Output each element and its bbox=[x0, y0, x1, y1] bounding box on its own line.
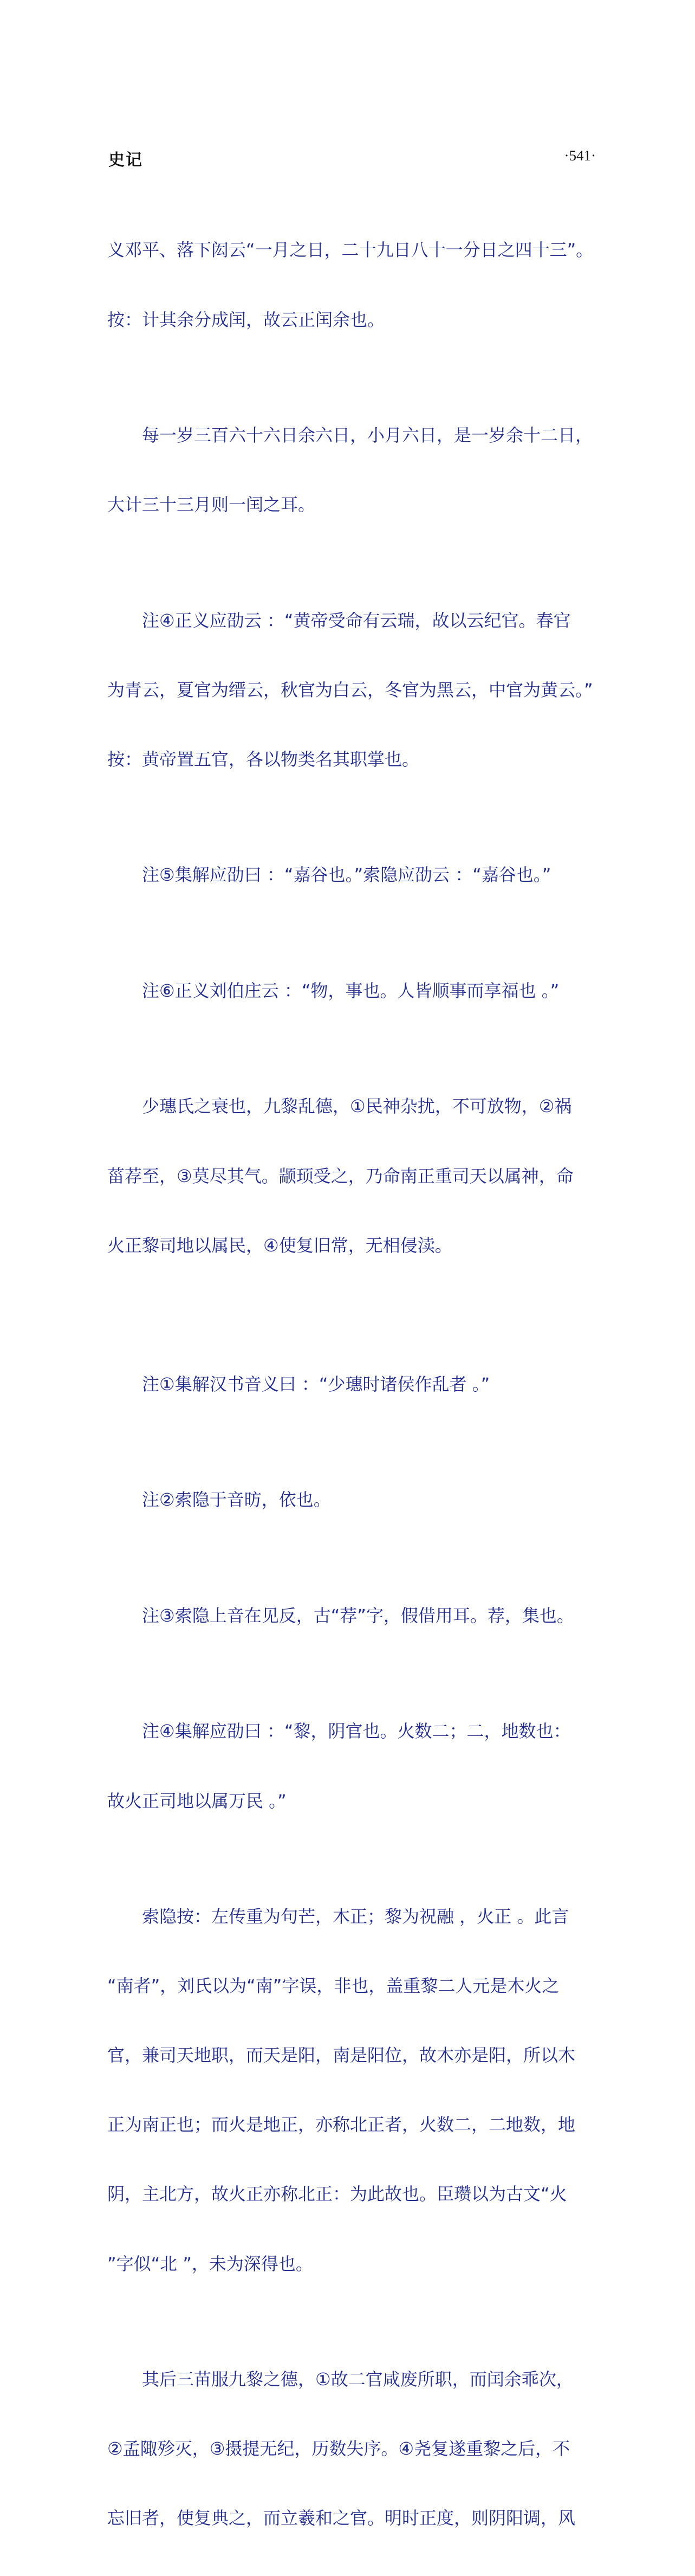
note-paragraph-2b bbox=[107, 1442, 600, 1558]
text-line: 注⑥正义刘伯庄云 ：“物，事也。人皆顺事而享福也 。” bbox=[142, 980, 560, 1001]
note-paragraph-4 bbox=[107, 563, 600, 817]
blank-line bbox=[107, 1303, 600, 1327]
text-line: 义邓平、落下闳云“一月之日，二十九日八十一分日之四十三”。 bbox=[107, 240, 594, 261]
text-line: 正为南正也；而火是地正，亦称北正者，火数二，二地数，地 bbox=[107, 2114, 576, 2135]
page-number: ·541· bbox=[564, 147, 596, 164]
note-paragraph-5 bbox=[107, 817, 600, 933]
text-line: 注①集解汉书音义曰 ：“少璤时诸侯作乱者 。” bbox=[142, 1373, 490, 1394]
text-line: 菑荐至，③莫尽其气。颛顼受之，乃命南正重司天以属神，命 bbox=[107, 1165, 574, 1186]
note-paragraph-4b bbox=[107, 1674, 600, 1859]
text-line: 阴，主北方，故火正亦称北正：为此故也。臣瓒以为古文“火 bbox=[107, 2184, 567, 2205]
body-text bbox=[107, 192, 600, 2576]
text-line: 按：计其余分成闰，故云正闰余也。 bbox=[107, 309, 385, 330]
text-line: “南者”，刘氏以为“南”字误，非也，盖重黎二人元是木火之 bbox=[107, 1975, 560, 1997]
text-line: 每一岁三百六十六日余六日，小月六日，是一岁余十二日， bbox=[142, 425, 593, 446]
text-line: 注④集解应劭曰 ：“黎，阴官也。火数二；二，地数也： bbox=[142, 1721, 571, 1742]
text-line: 其后三苗服九黎之德，①故二官咸废所职，而闰余乖次， bbox=[142, 2369, 574, 2390]
note-paragraph-6 bbox=[107, 933, 600, 1049]
note-paragraph-3b bbox=[107, 1558, 600, 1674]
text-line: 按：黄帝置五官，各以物类名其职掌也。 bbox=[107, 748, 420, 770]
text-line: 少璤氏之衰也，九黎乱德，①民神杂扰，不可放物，②祸 bbox=[142, 1096, 572, 1117]
text-line: 注④正义应劭云 ：“黄帝受命有云瑞，故以云纪官。春官 bbox=[142, 610, 571, 631]
text-line: 注③索隐上音在见反，古“荐”字，假借用耳。荐，集也。 bbox=[142, 1605, 574, 1626]
text-line: 注⑤集解应劭曰 ：“嘉谷也。”索隐应劭云 ：“嘉谷也。” bbox=[142, 864, 551, 886]
paragraph-1 bbox=[107, 192, 600, 378]
text-line: 索隐按：左传重为句芒，木正；黎为祝融 ，火正 。此言 bbox=[142, 1906, 569, 1927]
suoyin-paragraph bbox=[107, 1859, 600, 2322]
text-line: 大计三十三月则一闰之耳。 bbox=[107, 494, 316, 515]
paragraph-4 bbox=[107, 2322, 600, 2576]
text-line: 故火正司地以属万民 。” bbox=[107, 1790, 287, 1811]
text-line: ”字似“北 ”，未为深得也。 bbox=[107, 2253, 313, 2274]
text-line: 忘旧者，使复典之，而立羲和之官。明时正度，则阴阳调，风 bbox=[107, 2508, 576, 2529]
text-line: 注②索隐于音昉，依也。 bbox=[142, 1489, 331, 1510]
book-title: 史记 bbox=[108, 151, 143, 170]
text-line: ②孟陬殄灭，③摄提无纪，历数失序。④尧复遂重黎之后，不 bbox=[107, 2438, 570, 2459]
page-header bbox=[108, 146, 596, 168]
note-paragraph-1b bbox=[107, 1326, 600, 1442]
paragraph-2 bbox=[107, 378, 600, 563]
text-line: 为青云，夏官为缙云，秋官为白云，冬官为黑云，中官为黄云。” bbox=[107, 679, 593, 700]
paragraph-3 bbox=[107, 1049, 600, 1303]
text-line: 官，兼司天地职，而天是阳，南是阳位，故木亦是阳，所以木 bbox=[107, 2045, 576, 2066]
text-line: 火正黎司地以属民，④使复旧常，无相侵渎。 bbox=[107, 1235, 452, 1256]
